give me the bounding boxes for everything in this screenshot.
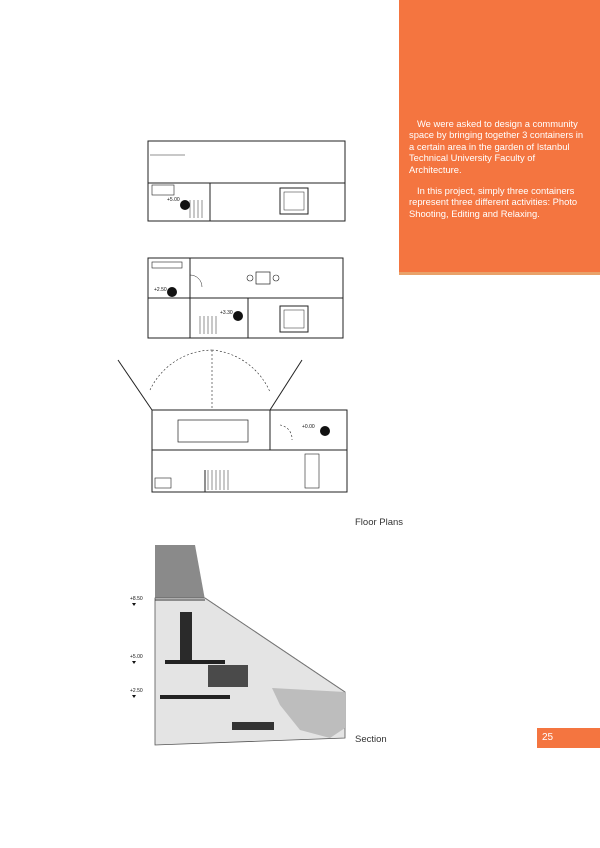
level-label-middle-left: +2.50	[154, 287, 167, 293]
section-drawing	[155, 545, 345, 745]
floor-plans-caption: Floor Plans	[355, 517, 404, 528]
section-level-8-50: +8.50	[130, 596, 143, 602]
section-level-markers	[132, 603, 136, 698]
level-marker-ground	[320, 426, 330, 436]
floor-plan-top	[148, 141, 345, 221]
level-marker-middle-left	[167, 287, 177, 297]
level-marker-top	[180, 200, 190, 210]
level-marker-middle-right	[233, 311, 243, 321]
floor-plan-ground	[118, 350, 347, 492]
level-label-ground: +0.00	[302, 424, 315, 430]
floor-plan-middle	[148, 258, 343, 338]
intro-paragraph-2: In this project, simply three containers represent three different activities: Photo Shooting, Editing and Relaxing.	[409, 185, 578, 219]
level-label-top: +5.00	[167, 197, 180, 203]
section-level-5-00: +5.00	[130, 654, 143, 660]
section-level-2-50: +2.50	[130, 688, 143, 694]
intro-paragraph-1: We were asked to design a community space by bringing together 3 containers in a certain area in the garden of Istanbul Technical University Faculty of Architecture.	[409, 118, 584, 175]
page-number: 25	[542, 732, 554, 743]
section-caption: Section	[355, 734, 387, 745]
level-label-middle-right: +3.30	[220, 310, 233, 316]
